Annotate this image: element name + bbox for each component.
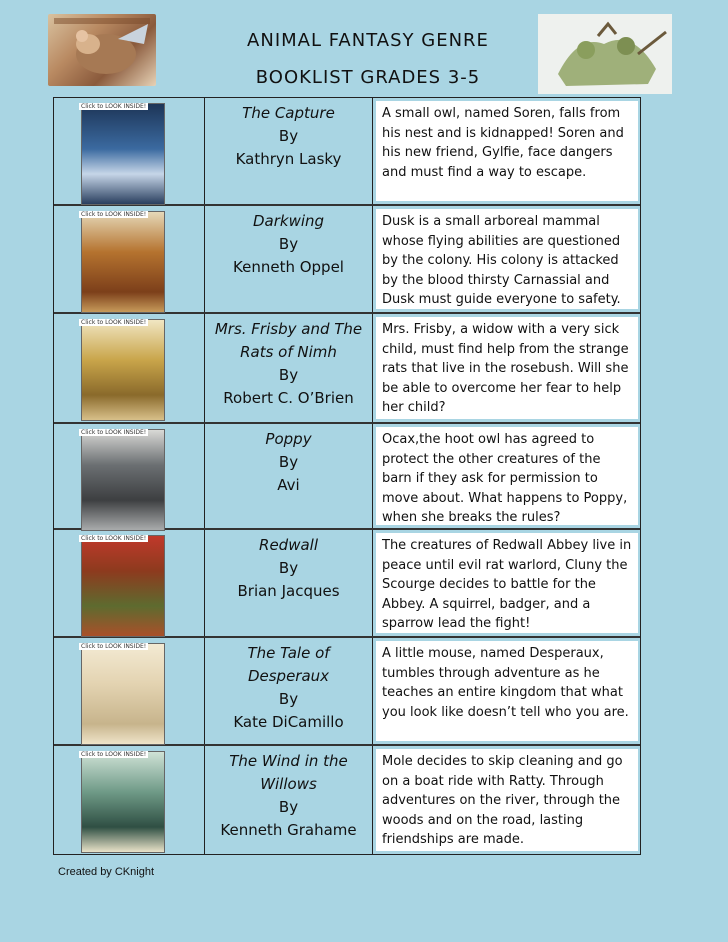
header-illustration-mouse <box>48 14 156 86</box>
book-title: The Tale of Desperaux <box>247 644 330 685</box>
book-cover-image[interactable] <box>81 535 165 637</box>
book-by: By <box>278 453 299 471</box>
book-by: By <box>278 798 299 816</box>
page-title <box>168 22 568 96</box>
book-author: Kenneth Oppel <box>233 258 344 276</box>
book-cover-image[interactable] <box>81 751 165 853</box>
book-row <box>54 422 640 528</box>
book-row <box>54 636 640 744</box>
book-cover-image[interactable] <box>81 319 165 421</box>
book-cover-cell <box>54 530 205 636</box>
book-by: By <box>278 690 299 708</box>
book-cover-image[interactable] <box>81 211 165 313</box>
book-row <box>54 312 640 422</box>
look-inside-badge[interactable]: Click to LOOK INSIDE! <box>81 643 147 650</box>
book-by: By <box>278 235 299 253</box>
look-inside-badge[interactable]: Click to LOOK INSIDE! <box>81 535 147 542</box>
book-title-cell <box>205 746 373 854</box>
book-author: Kathryn Lasky <box>235 150 342 168</box>
book-cover-cell <box>54 98 205 204</box>
book-by: By <box>278 366 299 384</box>
book-title: Darkwing <box>252 212 325 230</box>
book-by: By <box>278 127 299 145</box>
book-author: Kate DiCamillo <box>233 713 344 731</box>
book-title-cell <box>205 638 373 744</box>
book-title-cell <box>205 424 373 528</box>
book-cover-image[interactable] <box>81 103 165 205</box>
book-cover-cell <box>54 638 205 744</box>
footer-credit: Created by CKnight <box>58 866 154 878</box>
book-cover-cell <box>54 424 205 528</box>
book-description: Mrs. Frisby, a widow with a very sick child, must find help from the strange rats that live in the rosebush. Will she be able to overcome her fear to help her child? <box>376 317 638 419</box>
book-row <box>54 204 640 312</box>
book-description: Mole decides to skip cleaning and go on a boat ride with Ratty. Through adventures on the river, through the woods and on the road, lasting friendships are made. <box>376 749 638 851</box>
book-author: Avi <box>277 476 300 494</box>
title-line-2: BOOKLIST GRADES 3-5 <box>255 67 481 88</box>
book-description: A little mouse, named Desperaux, tumbles through adventure as he teaches an entire kingdom that what you look like doesn’t tell who you are. <box>376 641 638 741</box>
look-inside-badge[interactable]: Click to LOOK INSIDE! <box>81 211 147 218</box>
look-inside-badge[interactable]: Click to LOOK INSIDE! <box>81 319 147 326</box>
book-title: Redwall <box>259 536 318 554</box>
book-author: Kenneth Grahame <box>220 821 357 839</box>
book-cover-image[interactable] <box>81 429 165 531</box>
book-title: The Wind in the Willows <box>229 752 348 793</box>
book-author: Brian Jacques <box>237 582 340 600</box>
book-cover-image[interactable] <box>81 643 165 745</box>
book-title-cell <box>205 530 373 636</box>
book-title: Mrs. Frisby and The Rats of Nimh <box>214 320 363 361</box>
book-description: Ocax,the hoot owl has agreed to protect the other creatures of the barn if they ask for permission to move about. What happens to Poppy, when she breaks the rules? <box>376 427 638 525</box>
book-title: Poppy <box>265 430 312 448</box>
look-inside-badge[interactable]: Click to LOOK INSIDE! <box>81 429 147 436</box>
title-line-1: ANIMAL FANTASY GENRE <box>247 30 489 51</box>
book-row <box>54 528 640 636</box>
book-title: The Capture <box>242 104 335 122</box>
look-inside-badge[interactable]: Click to LOOK INSIDE! <box>81 103 147 110</box>
book-cover-cell <box>54 314 205 422</box>
book-description: The creatures of Redwall Abbey live in peace until evil rat warlord, Cluny the Scourge decides to battle for the Abbey. A squirrel, badger, and a sparrow lead the fight! <box>376 533 638 633</box>
book-by: By <box>278 559 299 577</box>
book-cover-cell <box>54 746 205 854</box>
book-title-cell <box>205 98 373 204</box>
book-title-cell <box>205 206 373 312</box>
book-row <box>54 98 640 204</box>
book-description: Dusk is a small arboreal mammal whose flying abilities are questioned by the colony. His colony is attacked by the blood thirsty Carnassial and Dusk must guide everyone to safety. <box>376 209 638 309</box>
book-cover-cell <box>54 206 205 312</box>
book-row <box>54 744 640 854</box>
look-inside-badge[interactable]: Click to LOOK INSIDE! <box>81 751 147 758</box>
book-description: A small owl, named Soren, falls from his nest and is kidnapped! Soren and his new friend, Gylfie, face dangers and must find a way to escape. <box>376 101 638 201</box>
book-author: Robert C. O’Brien <box>223 389 354 407</box>
book-title-cell <box>205 314 373 422</box>
booklist-table <box>53 97 641 855</box>
